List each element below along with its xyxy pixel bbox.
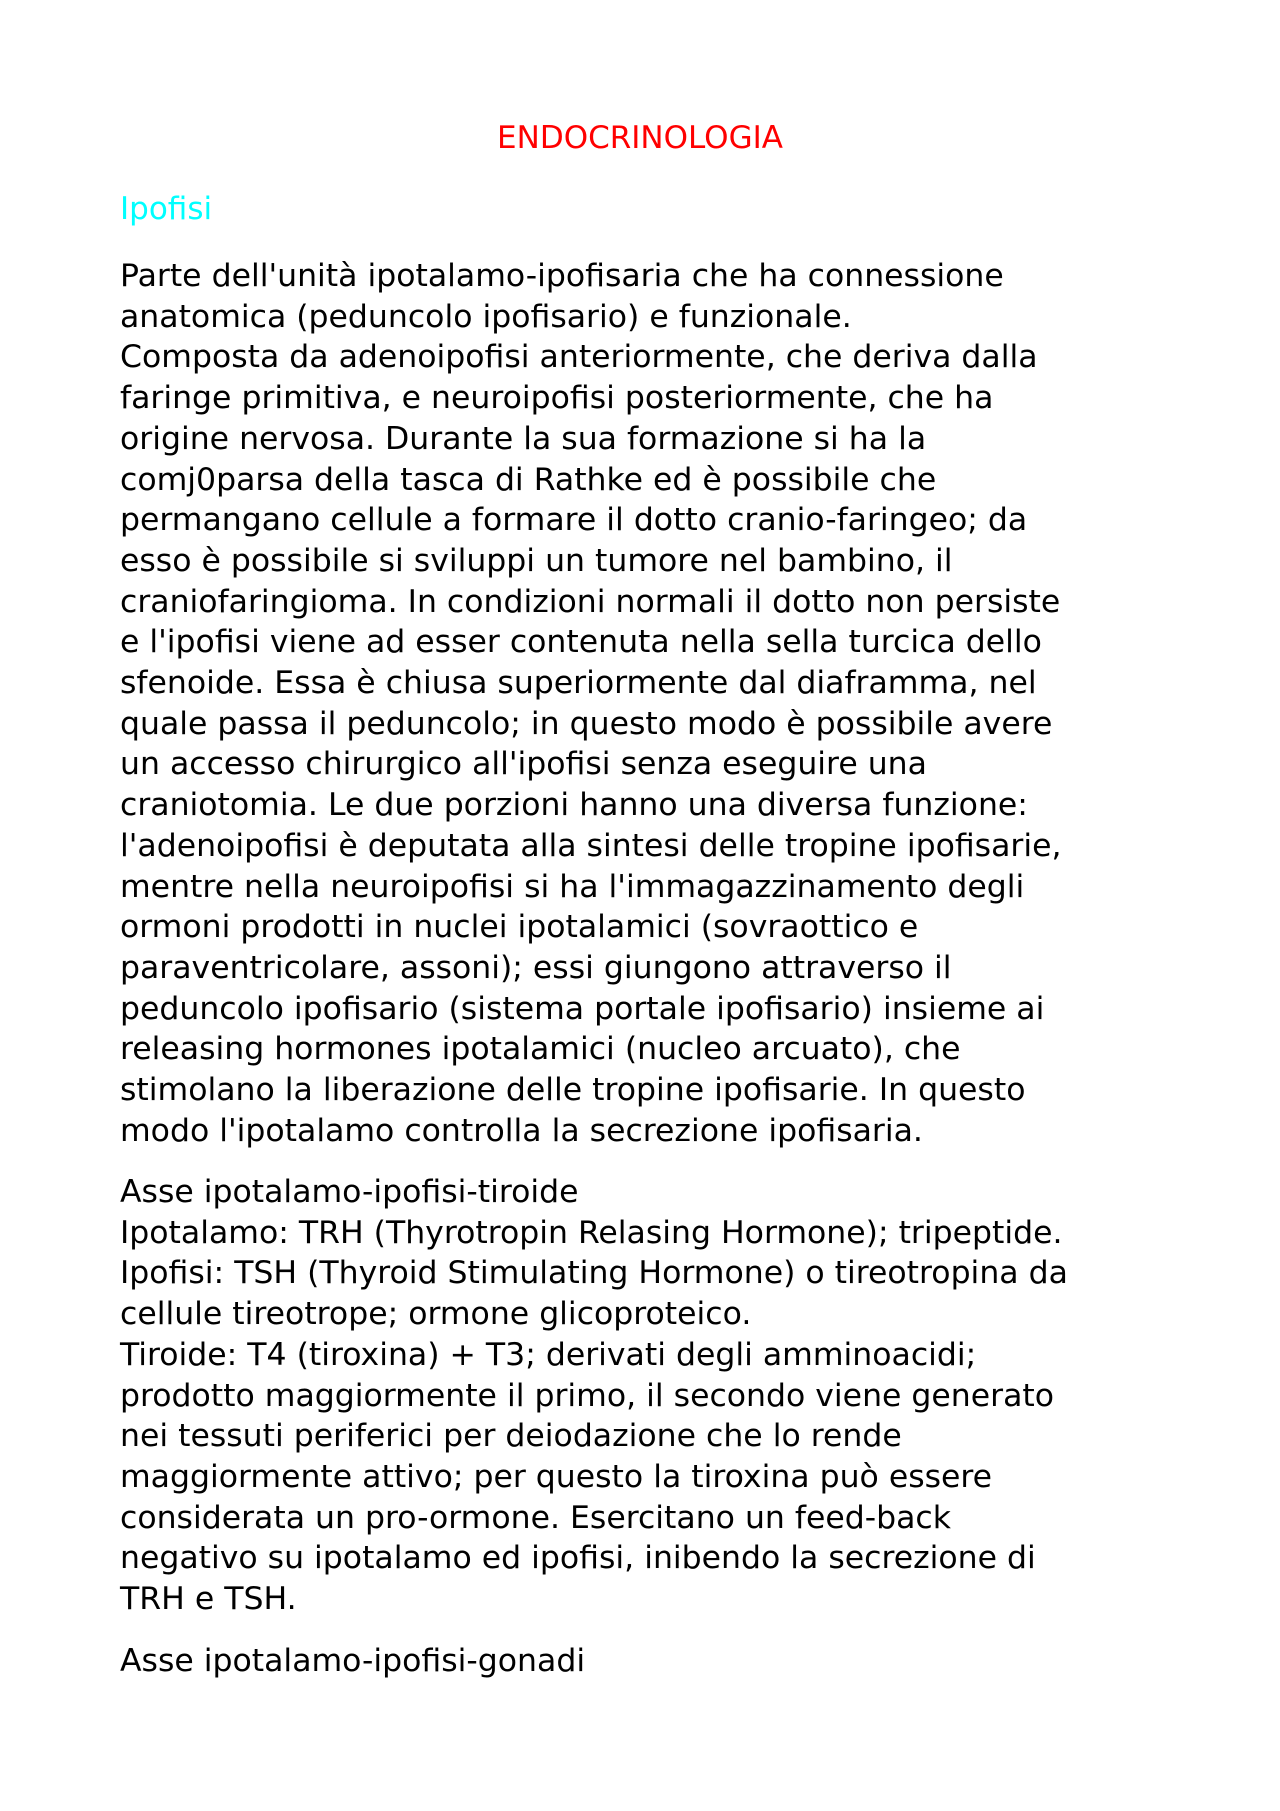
subheading-asse-gonadi: Asse ipotalamo-ipofisi-gonadi <box>120 1643 586 1679</box>
text-line: stimolano la liberazione delle tropine ipofisarie. In questo <box>120 1072 1026 1109</box>
text-line: mentre nella neuroipofisi si ha l'immagazzinamento degli <box>120 868 1025 905</box>
text-line: anatomica (peduncolo ipofisario) e funzionale. <box>120 298 852 335</box>
section-heading-ipofisi: Ipofisi <box>120 191 213 227</box>
text-line: peduncolo ipofisario (sistema portale ipofisario) insieme ai <box>120 990 1045 1027</box>
text-line: maggiormente attivo; per questo la tiroxina può essere <box>120 1458 993 1495</box>
text-line: cellule tireotrope; ormone glicoproteico. <box>120 1296 752 1333</box>
text-line: ormoni prodotti in nuclei ipotalamici (sovraottico e <box>120 909 919 946</box>
text-line: Ipotalamo: TRH (Thyrotropin Relasing Hormone); tripeptide. <box>120 1214 1063 1251</box>
text-line: e l'ipofisi viene ad esser contenuta nella sella turcica dello <box>120 624 1042 661</box>
text-line: Parte dell'unità ipotalamo-ipofisaria che ha connessione <box>120 258 1004 294</box>
text-line: Asse ipotalamo-ipofisi-tiroide <box>120 1174 579 1210</box>
text-line: craniotomia. Le due porzioni hanno una diversa funzione: <box>120 787 1028 824</box>
text-line: un accesso chirurgico all'ipofisi senza eseguire una <box>120 746 927 783</box>
text-line: origine nervosa. Durante la sua formazione si ha la <box>120 420 927 457</box>
text-line: considerata un pro-ormone. Esercitano un feed-back <box>120 1499 951 1536</box>
text-line: quale passa il peduncolo; in questo modo è possibile avere <box>120 705 1053 742</box>
text-line: Ipofisi: TSH (Thyroid Stimulating Hormone) o tireotropina da <box>120 1255 1068 1292</box>
text-line: nei tessuti periferici per deiodazione che lo rende <box>120 1418 902 1455</box>
text-line: permangano cellule a formare il dotto cranio-faringeo; da <box>120 502 1028 539</box>
document-title: ENDOCRINOLOGIA <box>497 120 783 156</box>
text-line: Tiroide: T4 (tiroxina) + T3; derivati degli amminoacidi; <box>120 1336 977 1373</box>
text-line: Composta da adenoipofisi anteriormente, che deriva dalla <box>120 339 1038 376</box>
text-line: l'adenoipofisi è deputata alla sintesi delle tropine ipofisarie, <box>120 827 1062 864</box>
paragraph-asse-tiroide <box>120 1172 1180 1620</box>
text-line: negativo su ipotalamo ed ipofisi, inibendo la secrezione di <box>120 1540 1036 1577</box>
text-line: comj0parsa della tasca di Rathke ed è possibile che <box>120 461 937 498</box>
paragraph-ipofisi <box>120 256 1180 1151</box>
text-line: craniofaringioma. In condizioni normali il dotto non persiste <box>120 583 1061 620</box>
text-line: modo l'ipotalamo controlla la secrezione ipofisaria. <box>120 1112 923 1149</box>
text-line: prodotto maggiormente il primo, il secondo viene generato <box>120 1377 1055 1414</box>
text-line: esso è possibile si sviluppi un tumore nel bambino, il <box>120 542 953 579</box>
text-line: sfenoide. Essa è chiusa superiormente dal diaframma, nel <box>120 665 1037 702</box>
text-line: faringe primitiva, e neuroipofisi posteriormente, che ha <box>120 380 994 417</box>
text-line: paraventricolare, assoni); essi giungono attraverso il <box>120 949 952 986</box>
text-line: TRH e TSH. <box>120 1581 297 1618</box>
text-line: releasing hormones ipotalamici (nucleo arcuato), che <box>120 1031 961 1068</box>
